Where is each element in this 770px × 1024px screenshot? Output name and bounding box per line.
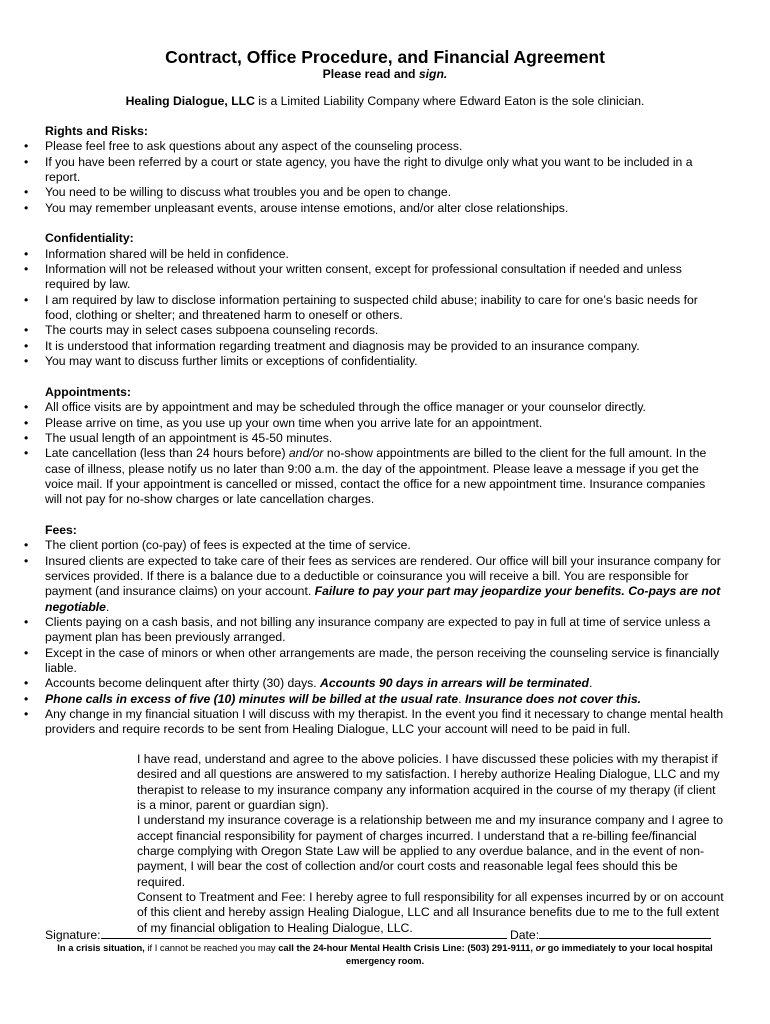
- list-item: • You may want to discuss further limits or exceptions of confidentiality.: [45, 354, 725, 369]
- date-label: Date:: [509, 928, 540, 942]
- insurance-paragraph: I understand my insurance coverage is a relationship between me and my insurance company and I agree to accept financial responsibility for payment of charges incurred. I understand that a re-billing fee/financial charge complying with Oregon State Law will be applied to any overdue balance, and in the event of non-payment, I will bear the cost of collection and/or court costs and reasonable legal fees should this be required.: [137, 813, 724, 889]
- fees-heading: Fees:: [45, 522, 77, 537]
- list-item: • You may remember unpleasant events, arouse intense emotions, and/or alter close relationships.: [45, 201, 725, 216]
- phone-sep: .: [458, 691, 465, 706]
- signature-label: Signature:: [45, 928, 101, 942]
- intro-text: is a Limited Liability Company where Edward Eaton is the sole clinician.: [254, 94, 645, 108]
- list-item: • The client portion (co-pay) of fees is expected at the time of service.: [45, 538, 725, 553]
- appointments-heading: Appointments:: [45, 384, 131, 399]
- late-cancel-emphasis: and/or: [288, 446, 324, 461]
- list-item: • You need to be willing to discuss what troubles you and be open to change.: [45, 185, 725, 200]
- consent-paragraph: Consent to Treatment and Fee: I hereby agree to full responsibility for all expenses incurred by or on account of this client and hereby assign Healing Dialogue, LLC and all Insurance benefits due to me to the full extent of my financial obligation to Healing Dialogue, LLC.: [137, 890, 724, 935]
- insured-end: .: [105, 599, 110, 614]
- list-item: • Except in the case of minors or when other arrangements are made, the person receiving the counseling service is financially liable.: [45, 646, 725, 677]
- delinquent-warning: Accounts 90 days in arrears will be terminated: [320, 676, 589, 691]
- crisis-hospital: go immediately to your local hospital emergency room.: [345, 942, 713, 966]
- list-item: • It is understood that information regarding treatment and diagnosis may be provided to an insurance company.: [45, 339, 725, 354]
- subtitle-emphasis: sign.: [418, 67, 448, 81]
- delinquent-text: Accounts become delinquent after thirty (30) days.: [45, 676, 321, 691]
- list-item: • Please arrive on time, as you use up your own time when you arrive late for an appointment.: [45, 416, 725, 431]
- signature-row: [45, 927, 725, 943]
- crisis-or: or: [535, 942, 545, 953]
- subtitle-prefix: Please read and: [322, 67, 419, 81]
- insured-text: Insured clients are expected to take care of their fees as services are rendered. Our office will bill your insurance company for services provided. If there is a balance due to a deductible or coinsurance you will receive a bill. You are responsible for payment (and insurance claims) on your account.: [45, 553, 721, 599]
- acknowledgement-paragraph: I have read, understand and agree to the above policies. I have discussed these policies with my therapist if desired and all questions are answered to my satisfaction. I hereby authorize Healing Dialogue, LLC and my therapist to release to my insurance company any information acquired in the course of my therapy (if client is a minor, parent or guardian sign).: [137, 752, 720, 813]
- appointments-list: [45, 400, 725, 507]
- list-item: • Clients paying on a cash basis, and not billing any insurance company are expected to pay in full at time of service unless a payment plan has been previously arranged.: [45, 615, 725, 646]
- rights-heading: Rights and Risks:: [45, 124, 148, 138]
- policy-sections: [45, 124, 725, 738]
- list-item: • If you have been referred by a court or state agency, you have the right to divulge only what you want to be included in a report.: [45, 155, 725, 186]
- list-item: • I am required by law to disclose information pertaining to suspected child abuse; inability to care for one’s basic needs for food, clothing or shelter; and threatened harm to oneself or others.: [45, 293, 725, 324]
- company-name: Healing Dialogue, LLC: [125, 94, 255, 108]
- intro-line: [0, 94, 770, 109]
- crisis-notice: [40, 942, 730, 967]
- acknowledgement-section: [45, 752, 725, 936]
- document-subtitle: [0, 67, 770, 82]
- list-item: [45, 692, 725, 707]
- insured-warning: Failure to pay your part may jeopardize your benefits. Co-pays are not negotiable: [45, 584, 721, 614]
- delinquent-end: .: [588, 676, 593, 691]
- list-item: • The usual length of an appointment is 45-50 minutes.: [45, 431, 725, 446]
- signature-field[interactable]: [101, 927, 507, 939]
- confidentiality-list: [45, 247, 725, 370]
- list-item: • All office visits are by appointment and may be scheduled through the office manager or your counselor directly.: [45, 400, 725, 415]
- list-item: [45, 446, 725, 507]
- list-item: • The courts may in select cases subpoena counseling records.: [45, 323, 725, 338]
- late-cancel-rest: no-show appointments are billed to the client for the full amount. In the case of illness, please notify us no later than 9:00 a.m. the day of the appointment. Please leave a message if you get the voice mail. If your appointment is cancelled or missed, contact the office for a new appointment time. Insurance companies will not pay for no-show charges or late cancellation charges.: [45, 446, 707, 507]
- confidentiality-heading: Confidentiality:: [45, 231, 134, 246]
- crisis-text: if I cannot be reached you may: [144, 942, 279, 953]
- fees-list: [45, 538, 725, 737]
- list-item: [45, 676, 725, 691]
- list-item: • Please feel free to ask questions about any aspect of the counseling process.: [45, 139, 725, 154]
- rights-list: [45, 139, 725, 216]
- crisis-hotline: call the 24-hour Mental Health Crisis Line: (503) 291-9111,: [278, 942, 536, 953]
- date-field[interactable]: [539, 927, 711, 939]
- list-item: • Information will not be released without your written consent, except for professional consultation if needed and unless required by law.: [45, 262, 725, 293]
- crisis-lead: In a crisis situation,: [57, 942, 145, 953]
- late-cancel-text: Late cancellation (less than 24 hours before): [45, 446, 289, 461]
- phone-insurance-note: Insurance does not cover this.: [464, 691, 642, 706]
- phone-warning: Phone calls in excess of five (10) minutes will be billed at the usual rate: [45, 691, 459, 706]
- list-item: • Information shared will be held in confidence.: [45, 247, 725, 262]
- list-item: • Any change in my financial situation I will discuss with my therapist. In the event you find it necessary to change mental health providers and require records to be sent from Healing Dialogue, LLC your account will need to be paid in full.: [45, 707, 725, 738]
- document-title: Contract, Office Procedure, and Financial Agreement: [165, 47, 605, 67]
- list-item: [45, 554, 725, 615]
